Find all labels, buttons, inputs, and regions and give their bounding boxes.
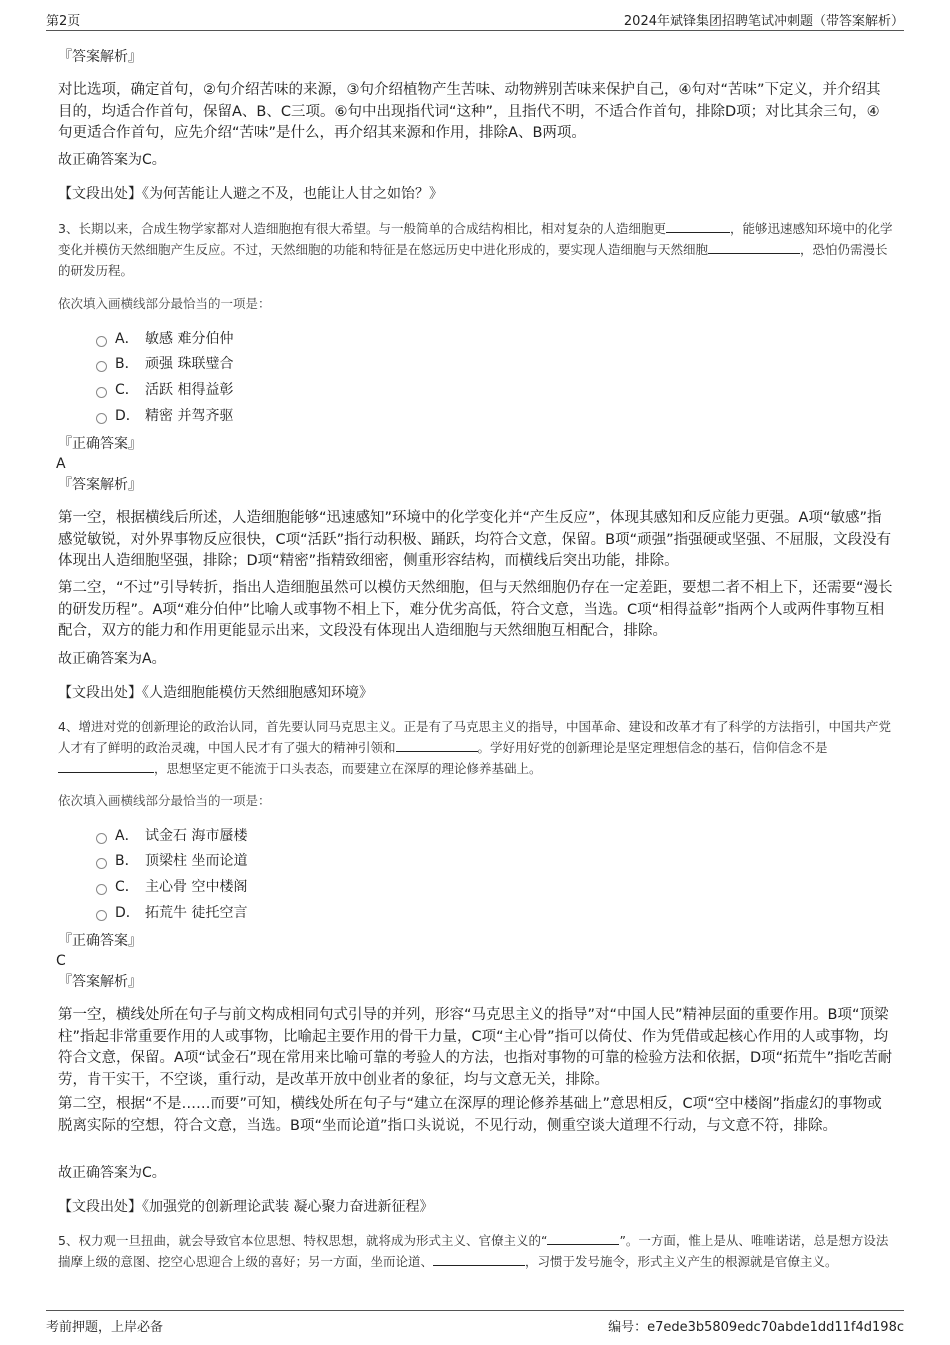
q3-option-a[interactable]: A． 敏感 难分伯仲 [96,329,233,349]
q4-blank-2 [58,758,154,773]
radio-icon[interactable] [96,858,107,869]
q3-analysis-label: 『答案解析』 [58,477,142,493]
page-footer [46,1310,904,1337]
radio-icon[interactable] [96,884,107,895]
radio-icon[interactable] [96,910,107,921]
prev-source: 【文段出处】《为何苦能让人避之不及，也能让人甘之如饴？》 [58,186,443,202]
q3-conclusion: 故正确答案为A。 [58,651,166,667]
radio-icon[interactable] [96,833,107,844]
q3-blank-1 [666,218,730,233]
q4-answer: C [56,953,66,969]
q4-option-b[interactable]: B． 顶梁柱 坐而论道 [96,851,247,871]
page-header [46,8,904,31]
radio-icon[interactable] [96,361,107,372]
prev-analysis-label: 『答案解析』 [58,49,142,65]
q3-analysis-2: 第二空，“不过”引导转折，指出人造细胞虽然可以模仿天然细胞，但与天然细胞仍存在一定差距，要想二者不相上下，还需要“漫长的研发历程”。A项“难分伯仲”比喻人或事物不相上下，难分优劣高低，符合文意，当选。C项“相得益彰”指两个人或两件事物互相配合，双方的能力和作用更能显示出来，文段没有体现出人造细胞与天然细胞互相配合，排除。 [58,580,893,639]
radio-icon[interactable] [96,336,107,347]
q3-correct-label: 『正确答案』 [58,436,142,452]
q4-stem: 4、增进对党的创新理论的政治认同，首先要认同马克思主义。正是有了马克思主义的指导，中国革命、建设和改革才有了科学的方法指引，中国共产党人才有了鲜明的政治灵魂，中国人民才有了强大的精神引领和 。学好用好党的创新理论是坚定理想信念的基石，信仰信念不是，思想坚定更不能流于口头表态，而要建立在深厚的理论修养基础上。 [58,719,891,776]
q3-option-b[interactable]: B． 顽强 珠联璧合 [96,354,233,374]
radio-icon[interactable] [96,413,107,424]
q4-analysis-2: 第二空，根据“不是……而要”可知，横线处所在句子与“建立在深厚的理论修养基础上”意思相反，C项“空中楼阁”指虚幻的事物或脱离实际的空想，符合文意，当选。B项“坐而论道”指口头说说，不见行动，侧重空谈大道理不行动，与文意不符，排除。 [58,1096,882,1134]
q3-source: 【文段出处】《人造细胞能模仿天然细胞感知环境》 [58,685,373,701]
q4-analysis-1: 第一空，横线处所在句子与前文构成相同句式引导的并列，形容“马克思主义的指导”对“中国人民”精神层面的重要作用。B项“顶梁柱”指起非常重要作用的人或事物，比喻起主要作用的骨干力量，C项“主心骨”指可以倚仗、作为凭借或起核心作用的人或事物，均符合文意，保留。A项“试金石”现在常用来比喻可靠的考验人的方法，也指对事物的可靠的检验方法和依据，D项“拓荒牛”指吃苦耐劳，肯干实干，不空谈，重行动，是改革开放中创业者的象征，均与文意无关，排除。 [58,1007,893,1088]
q3-analysis-1: 第一空，根据横线后所述，人造细胞能够“迅速感知”环境中的化学变化并“产生反应”，体现其感知和反应能力更强。A项“敏感”指感觉敏锐，对外界事物反应很快，C项“活跃”指行动积极、踊跃，均符合文意，保留。B项“顽强”指强硬或坚强、不屈服，文段没有体现出人造细胞坚强，排除；D项“精密”指精致细密，侧重形容结构，而横线后突出功能，排除。 [58,510,892,569]
q4-option-c[interactable]: C． 主心骨 空中楼阁 [96,877,247,897]
q5-stem: 5、权力观一旦扭曲，就会导致官本位思想、特权思想，就将成为形式主义、官僚主义的“ ”。一方面，惟上是从、唯唯诺诺，总是想方设法揣摩上级的意图、挖空心思迎合上级的喜好；另一方面，坐而论道、 ，习惯于发号施令，形式主义产生的根源就是官僚主义。 [58,1230,894,1272]
prev-analysis: 对比选项，确定首句，②句介绍苦味的来源，③句介绍植物产生苦味、动物辨别苦味来保护自己，④句对“苦味”下定义，并介绍其目的，均适合作首句，保留A、B、C三项。⑥句中出现指代词“这种”，且指代不明，不适合作首句，排除D项；对比其余三句，④句更适合作首句，应先介绍“苦味”是什么，再介绍其来源和作用，排除A、B两项。 [58,82,881,141]
radio-icon[interactable] [96,387,107,398]
q3-prompt: 依次填入画横线部分最恰当的一项是： [58,296,271,311]
q4-option-d[interactable]: D． 拓荒牛 徒托空言 [96,903,247,923]
q4-option-a[interactable]: A． 试金石 海市蜃楼 [96,826,247,846]
q5-blank-2 [433,1251,525,1266]
document-title: 2024年斌锋集团招聘笔试冲刺题（带答案解析） [623,14,904,29]
q3-option-d[interactable]: D． 精密 并驾齐驱 [96,406,233,426]
q4-blank-1 [396,737,478,752]
q4-prompt: 依次填入画横线部分最恰当的一项是： [58,793,271,808]
q3-option-c[interactable]: C． 活跃 相得益彰 [96,380,233,400]
q3-answer: A [56,456,66,472]
footer-slogan: 考前押题，上岸必备 [46,1320,164,1335]
q4-correct-label: 『正确答案』 [58,933,142,949]
prev-conclusion: 故正确答案为C。 [58,152,166,168]
q3-blank-2 [708,239,800,254]
q4-analysis-label: 『答案解析』 [58,974,142,990]
q4-conclusion: 故正确答案为C。 [58,1165,166,1181]
page-number: 第2页 [46,14,81,29]
q3-stem: 3、长期以来，合成生物学家都对人造细胞抱有很大希望。与一般简单的合成结构相比，相对复杂的人造细胞更 ，能够迅速感知环境中的化学变化并模仿天然细胞产生反应。不过，天然细胞的功能和特征是在悠远历史中进化形成的，要实现人造细胞与天然细胞 ，恐怕仍需漫长的研发历程。 [58,218,894,281]
q5-blank-1 [547,1230,619,1245]
document-code: 编号：e7ede3b5809edc70abde1dd11f4d198c [608,1320,904,1335]
q4-source: 【文段出处】《加强党的创新理论武装 凝心聚力奋进新征程》 [58,1199,434,1215]
